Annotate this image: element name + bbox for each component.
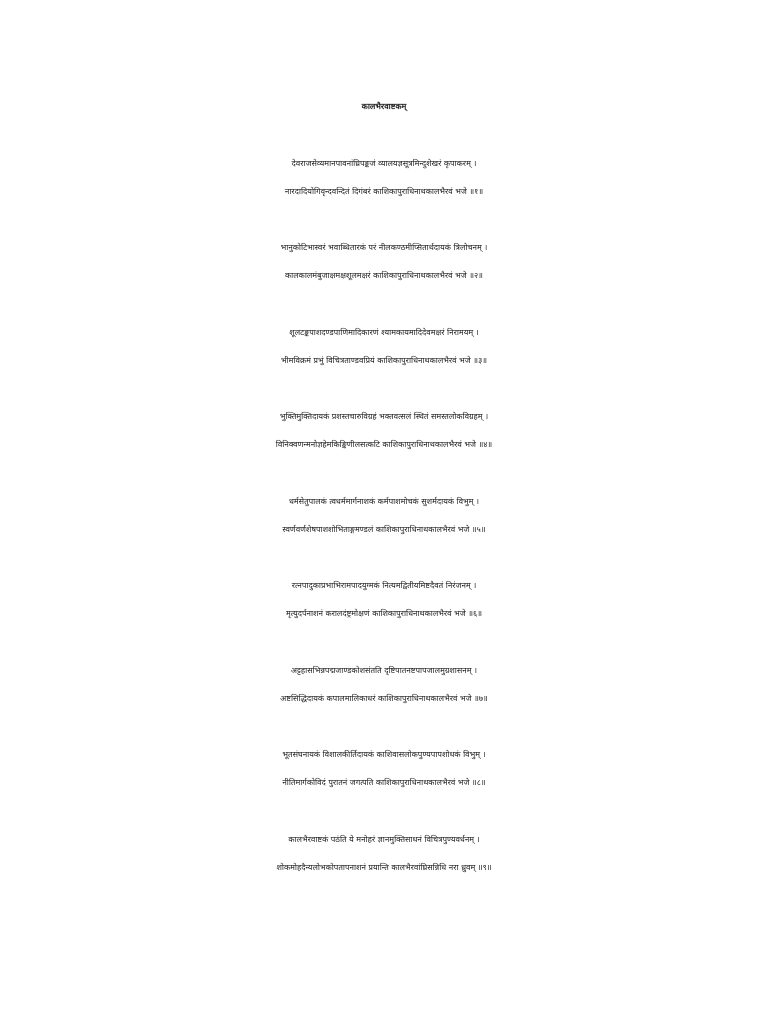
verse-line: शोकमोहदैन्यलोभकोपतापनाशनं प्रयान्ति कालभैरवांघ्रिसन्निधि नरा ध्रुवम् ॥९॥	[276, 863, 492, 872]
verse-line: नीतिमार्गकोविदं पुरातनं जगत्पति काशिकापुराधिनाथकालभैरवं भजे ॥८॥	[282, 778, 486, 787]
page-title: कालभैरवाष्टकम्	[361, 102, 407, 111]
verse-line: देवराजसेव्यमानपावनांघ्रिपङ्कजं व्यालयज्ञसूत्रमिन्दुशेखरं कृपाकरम् ।	[291, 159, 477, 168]
verse-line: भूतसंघनायकं विशालकीर्तिदायकं काशिवासलोकपुण्यपापशोधकं विभुम् ।	[282, 750, 486, 759]
verse-1	[0, 150, 768, 206]
verse-4	[0, 403, 768, 459]
verse-line: रत्नपादुकाप्रभाभिरामपादयुग्मकं नित्यमद्वितीयमिष्टदैवतं निरंजनम् ।	[291, 581, 477, 590]
verse-line: कालभैरवाष्टकं पठंति ये मनोहरं ज्ञानमुक्तिसाधनं विचित्रपुण्यवर्धनम् ।	[288, 835, 480, 844]
verse-9	[0, 826, 768, 882]
verse-line: मृत्युदर्पनाशनं करालदंष्ट्रमोक्षणं काशिकापुराधिनाथकालभैरवं भजे ॥६॥	[285, 609, 483, 618]
verse-line: कालकालमंबुजाक्षमक्षशूलमक्षरं काशिकापुराधिनाथकालभैरवं भजे ॥२॥	[285, 271, 483, 280]
verse-line: अट्टहासभिन्नपद्मजाण्डकोशसंतति दृष्टिपातनष्टपापजालमुग्रशासनम् ।	[290, 666, 478, 675]
verse-line: भीमविक्रमं प्रभुं विचित्रताण्डवप्रियं काशिकापुराधिनाथकालभैरवं भजे ॥३॥	[280, 356, 488, 365]
verse-7	[0, 657, 768, 713]
verse-line: भुक्तिमुक्तिदायकं प्रशस्तचारुविग्रहं भक्तवत्सलं स्थितं समस्तलोकविग्रहम् ।	[279, 412, 489, 421]
verse-line: नारदादियोगिवृन्दवन्दितं दिगंबरं काशिकापुराधिनाथकालभैरवं भजे ॥१॥	[284, 187, 484, 196]
verse-line: विनिक्वणन्मनोज्ञहेमकिङ्किणीलसत्कटि काशिकापुराधिनाथकालभैरवं भजे ॥४॥	[275, 440, 493, 449]
verse-line: धर्मसेतुपालकं त्वधर्ममार्गनाशकं कर्मपाशमोचकं सुशर्मदायकं विभुम् ।	[288, 497, 480, 506]
verse-line: भानुकोटिभास्वरं भवाब्धितारकं परं नीलकण्ठमीप्सितार्थदायकं त्रिलोचनम् ।	[280, 243, 488, 252]
verse-3	[0, 319, 768, 375]
verse-2	[0, 234, 768, 290]
verse-8	[0, 741, 768, 797]
verse-6	[0, 572, 768, 628]
verse-line: शूलटङ्कपाशदण्डपाणिमादिकारणं श्यामकायमादिदेवमक्षरं निरामयम् ।	[289, 328, 479, 337]
verse-line: स्वर्णवर्णशेषपाशशोभिताङ्गमण्डलं काशिकापुराधिनाथकालभैरवं भजे ॥५॥	[282, 525, 486, 534]
verse-5	[0, 488, 768, 544]
verse-line: अष्टसिद्धिदायकं कपालमालिकाधरं काशिकापुराधिनाथकालभैरवं भजे ॥७॥	[280, 694, 488, 703]
